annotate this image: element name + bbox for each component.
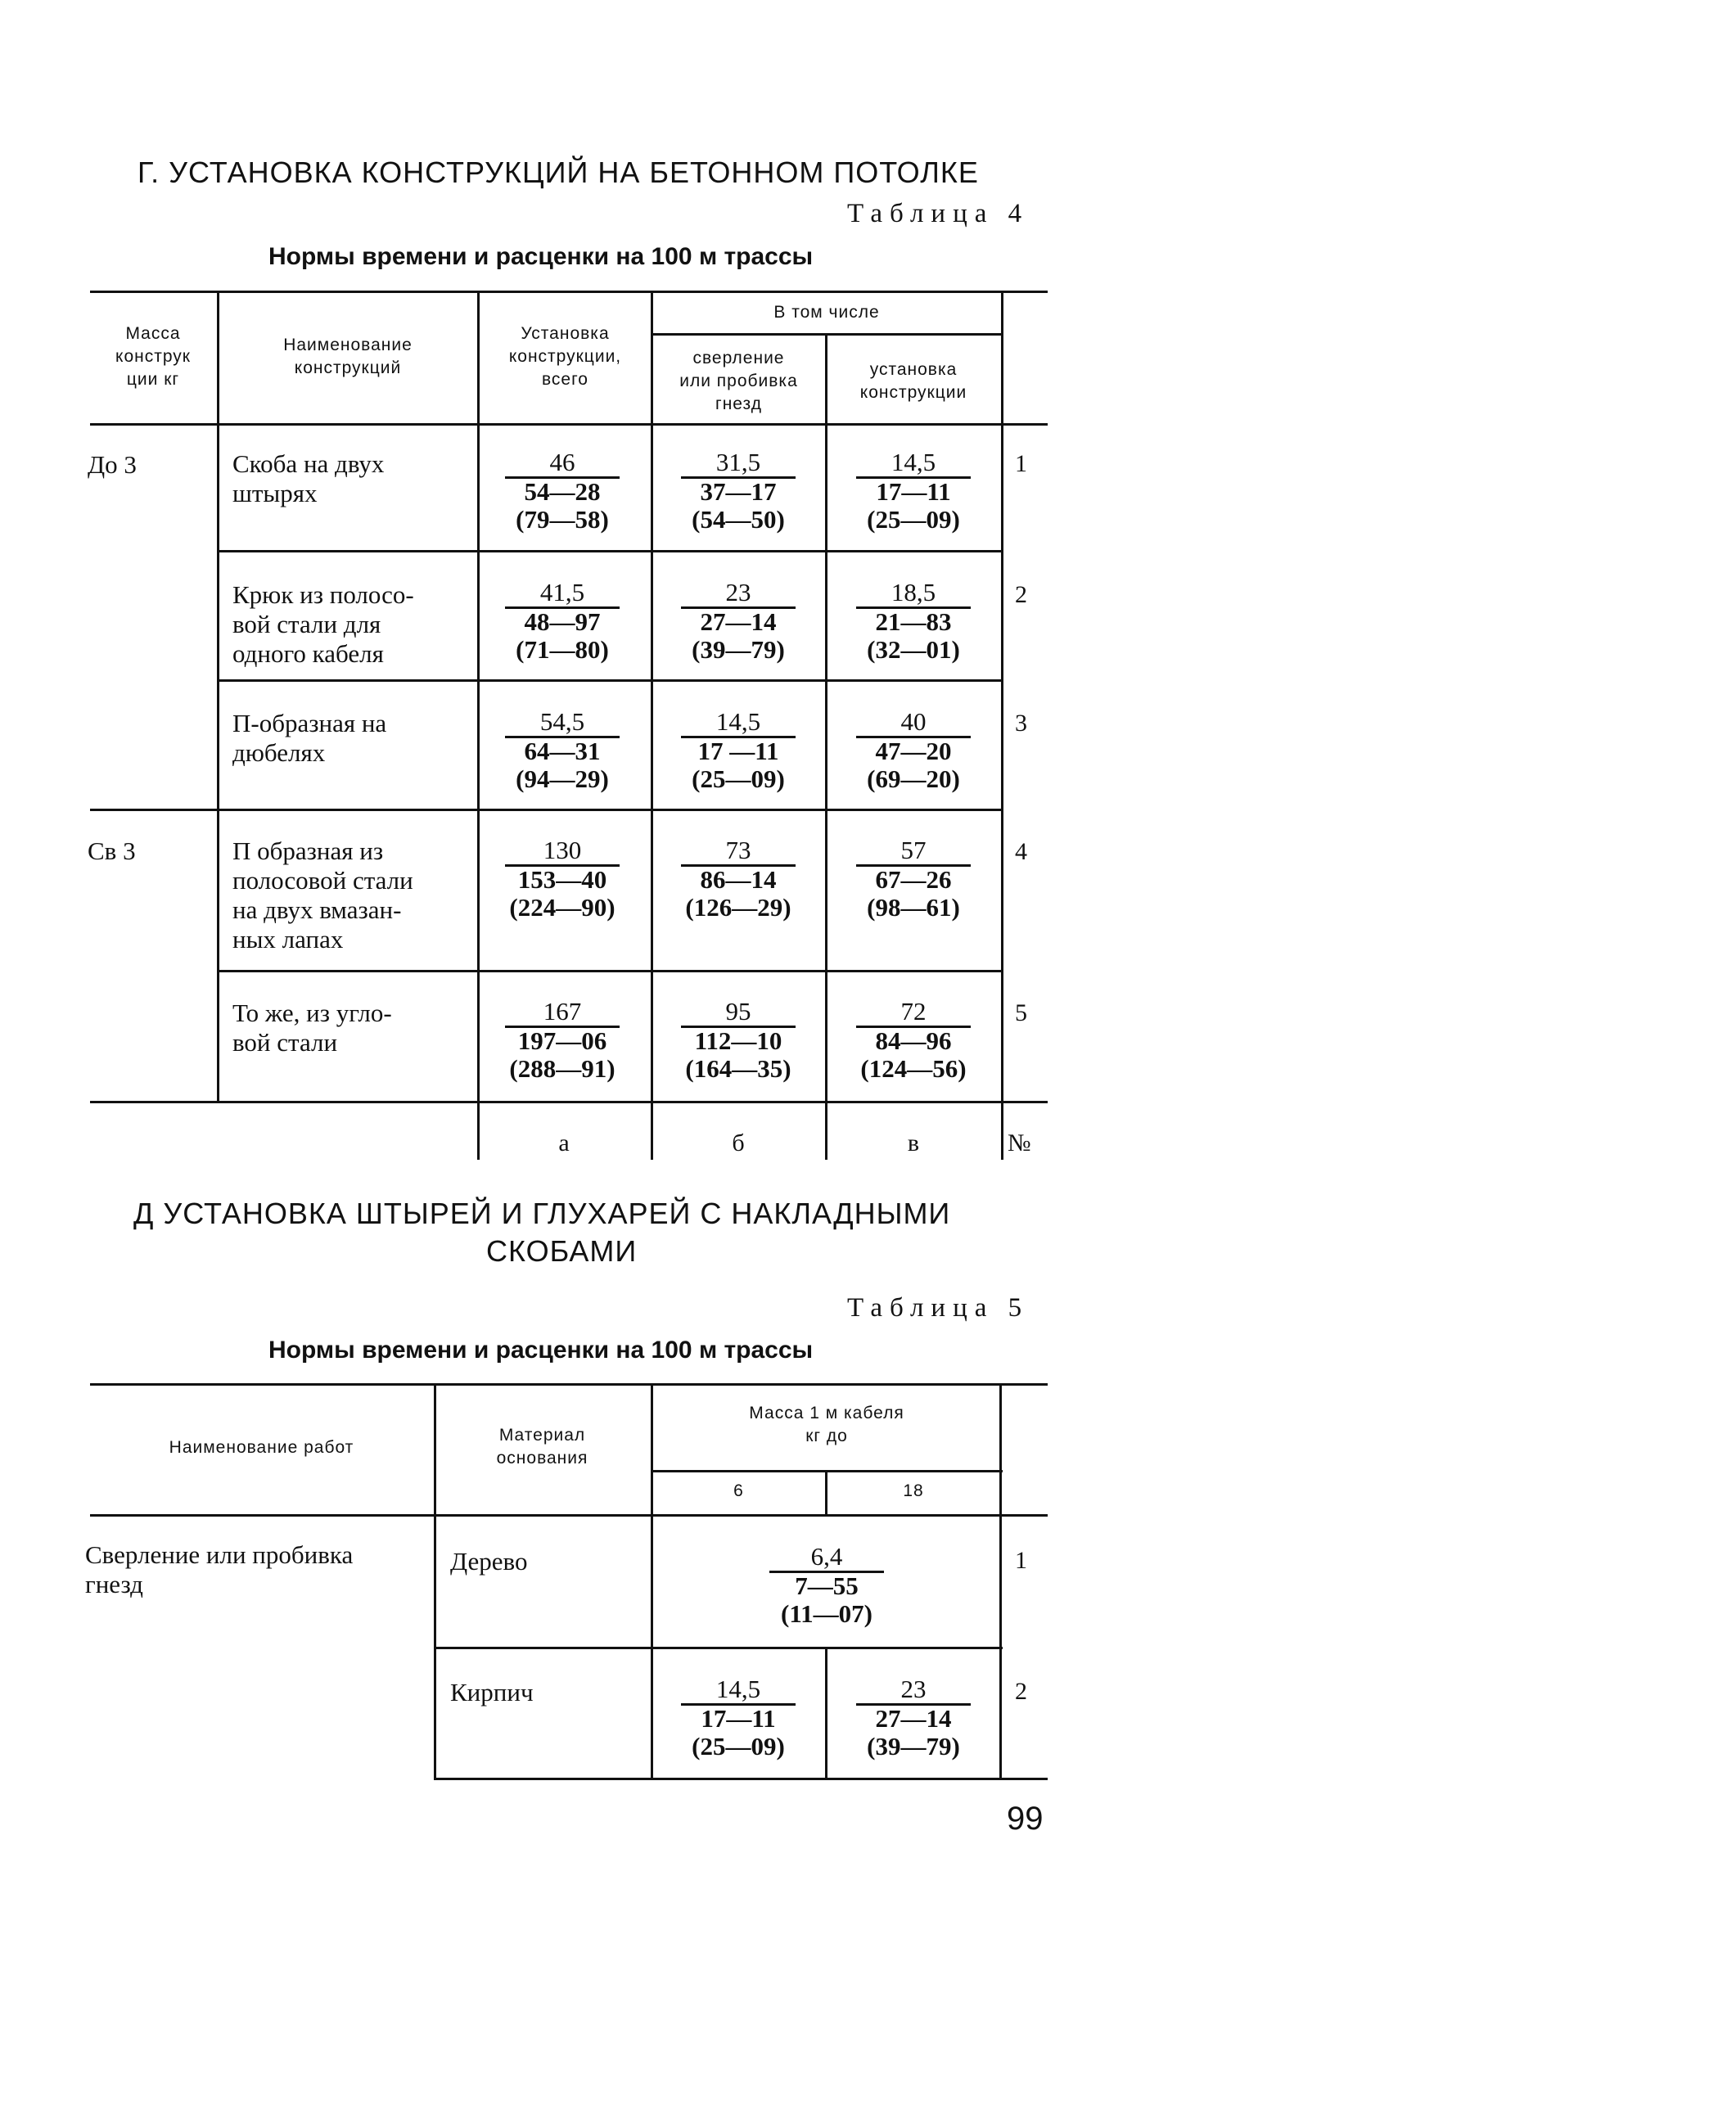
value-mass-18: 23 27—14 (39—79): [827, 1675, 999, 1761]
row-number: 2: [1015, 581, 1027, 608]
header-name: Наименование конструкций: [283, 336, 413, 377]
construction-name: П-образная на дюбелях: [232, 709, 387, 767]
header-mass-18: 18: [903, 1481, 924, 1500]
header-material: Материал основания: [496, 1426, 588, 1468]
construction-name: П образная из полосовой стали на двух вмазан- ных лапах: [232, 836, 413, 954]
value-drilling: 23 27—14 (39—79): [652, 579, 824, 665]
header-drilling: сверление или пробивка гнезд: [679, 349, 798, 413]
header-cable-mass: Масса 1 м кабеля кг до: [749, 1404, 904, 1445]
section-d-title: Д УСТАНОВКА ШТЫРЕЙ И ГЛУХАРЕЙ С НАКЛАДНЫМИ: [133, 1197, 951, 1230]
column-number-sign: №: [1008, 1129, 1031, 1156]
value-install: 14,5 17—11 (25—09): [827, 449, 999, 534]
header-work: Наименование работ: [169, 1438, 354, 1457]
material-cell: Дерево: [450, 1547, 528, 1576]
header-install: установка конструкции: [859, 360, 967, 402]
table-5-caption: Нормы времени и расценки на 100 м трассы: [268, 1337, 814, 1364]
value-drilling: 14,5 17 —11 (25—09): [652, 708, 824, 794]
material-cell: Кирпич: [450, 1678, 534, 1706]
section-d-title-line2: СКОБАМИ: [486, 1234, 638, 1268]
construction-name: То же, из угло- вой стали: [232, 999, 392, 1057]
column-letter-a: а: [558, 1129, 570, 1156]
header-total: Установка конструкции, всего: [508, 324, 622, 389]
mass-cell: До 3: [88, 450, 137, 479]
value-drilling: 95 112—10 (164—35): [652, 998, 824, 1084]
row-number: 5: [1015, 999, 1027, 1026]
value-install: 40 47—20 (69—20): [827, 708, 999, 794]
value-install: 57 67—26 (98—61): [827, 836, 999, 922]
construction-name: Скоба на двух штырях: [232, 449, 385, 507]
mass-cell: Св 3: [88, 836, 136, 865]
row-number: 1: [1015, 450, 1027, 477]
value-install: 72 84—96 (124—56): [827, 998, 999, 1084]
construction-name: Крюк из полосо- вой стали для одного кабеля: [232, 580, 414, 668]
row-number: 1: [1015, 1547, 1027, 1574]
table-4-label: Таблица 4: [847, 199, 1030, 228]
row-number: 4: [1015, 838, 1027, 865]
value-install: 18,5 21—83 (32—01): [827, 579, 999, 665]
column-letter-c: в: [907, 1129, 920, 1156]
value-drilling: 73 86—14 (126—29): [652, 836, 824, 922]
value-total: 167 197—06 (288—91): [476, 998, 648, 1084]
value-total: 54,5 64—31 (94—29): [476, 708, 648, 794]
table-5-label: Таблица 5: [847, 1293, 1030, 1323]
value-drilling: 31,5 37—17 (54—50): [652, 449, 824, 534]
column-letter-b: б: [732, 1129, 745, 1156]
work-name: Сверление или пробивка гнезд: [85, 1540, 354, 1598]
section-g-title: Г. УСТАНОВКА КОНСТРУКЦИЙ НА БЕТОННОМ ПОТОЛКЕ: [138, 156, 979, 189]
value-total: 41,5 48—97 (71—80): [476, 579, 648, 665]
value-total: 46 54—28 (79—58): [476, 449, 648, 534]
page-number: 99: [1007, 1801, 1044, 1837]
row-number: 3: [1015, 710, 1027, 737]
value-merged: 6,4 7—55 (11—07): [741, 1543, 913, 1629]
header-mass-6: 6: [733, 1481, 744, 1500]
header-including: В том числе: [773, 303, 880, 322]
row-number: 2: [1015, 1678, 1027, 1705]
header-mass: Масса конструк ции кг: [115, 324, 191, 389]
table-4-caption: Нормы времени и расценки на 100 м трассы: [268, 243, 814, 270]
value-mass-6: 14,5 17—11 (25—09): [652, 1675, 824, 1761]
value-total: 130 153—40 (224—90): [476, 836, 648, 922]
